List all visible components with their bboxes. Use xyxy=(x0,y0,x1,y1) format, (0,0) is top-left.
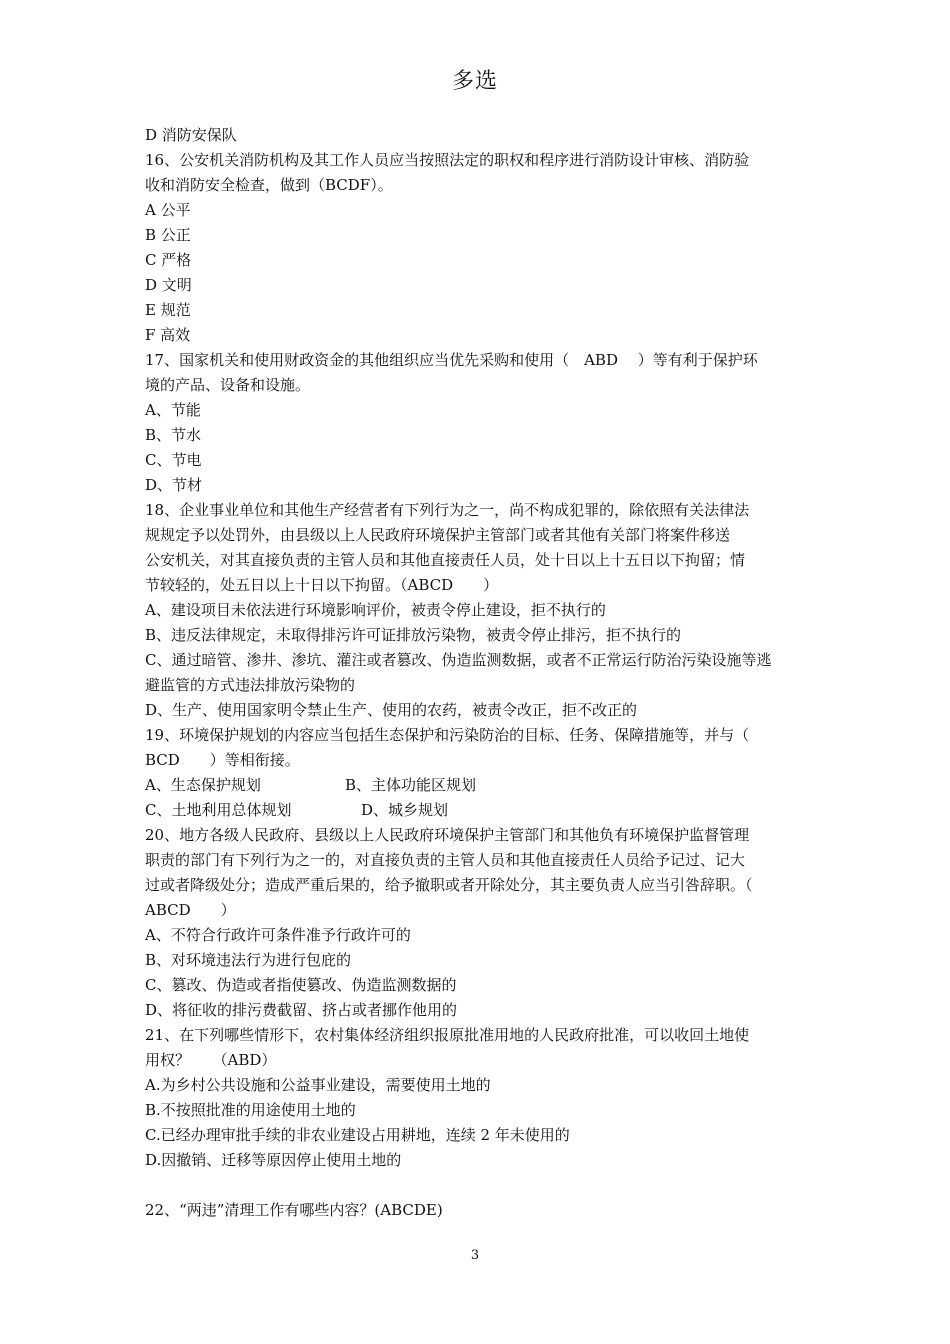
option: D、生产、使用国家明令禁止生产、使用的农药，被责令改正，拒不改正的 xyxy=(145,701,638,719)
option: D、城乡规划 xyxy=(361,801,449,819)
text-line: 公安机关，对其直接负责的主管人员和其他直接责任人员，处十日以上十五日以下拘留；情 xyxy=(145,551,746,569)
option: A、生态保护规划 xyxy=(145,776,261,794)
option: B、对环境违法行为进行包庇的 xyxy=(145,951,352,969)
option: A.为乡村公共设施和公益事业建设，需要使用土地的 xyxy=(145,1076,491,1094)
option: B、主体功能区规划 xyxy=(345,776,477,794)
question-20: 20、地方各级人民政府、县级以上人民政府环境保护主管部门和其他负有环境保护监督管理 xyxy=(145,826,750,844)
text-line: ABCD ） xyxy=(145,901,236,919)
page-title: 多选 xyxy=(451,69,498,94)
option: C、通过暗管、渗井、渗坑、灌注或者篡改、伪造监测数据，或者不正常运行防治污染设施等逃 xyxy=(145,651,772,669)
option: D.因撤销、迁移等原因停止使用土地的 xyxy=(145,1151,402,1169)
text-line: 境的产品、设备和设施。 xyxy=(145,376,311,394)
page-number: 3 xyxy=(470,1248,480,1263)
option: A 公平 xyxy=(145,201,191,219)
option-row xyxy=(145,773,810,798)
text-line: 过或者降级处分；造成严重后果的，给予撤职或者开除处分，其主要负责人应当引咎辞职。（ xyxy=(145,876,753,894)
text-line: 规规定予以处罚外，由县级以上人民政府环境保护主管部门或者其他有关部门将案件移送 xyxy=(145,526,731,544)
blank-line xyxy=(145,1173,810,1198)
text-line: 收和消防安全检查，做到（BCDF）。 xyxy=(145,176,393,194)
option: A、不符合行政许可条件准予行政许可的 xyxy=(145,926,411,944)
option: A、建设项目未依法进行环境影响评价，被责令停止建设，拒不执行的 xyxy=(145,601,606,619)
option: B 公正 xyxy=(145,226,191,244)
option: D 文明 xyxy=(145,276,192,294)
option: B、违反法律规定，未取得排污许可证排放污染物，被责令停止排污，拒不执行的 xyxy=(145,626,682,644)
option: C、土地利用总体规划 xyxy=(145,801,292,819)
option: F 高效 xyxy=(145,326,191,344)
text-line: D 消防安保队 xyxy=(145,126,237,144)
question-21: 21、在下列哪些情形下，农村集体经济组织报原批准用地的人民政府批准，可以收回土地使 xyxy=(145,1026,750,1044)
option: E 规范 xyxy=(145,301,191,319)
option: A、节能 xyxy=(145,401,201,419)
text-line: 避监管的方式违法排放污染物的 xyxy=(145,676,356,694)
text-line: BCD ）等相衔接。 xyxy=(145,751,300,769)
option: D、节材 xyxy=(145,476,203,494)
option: C.已经办理审批手续的非农业建设占用耕地，连续 2 年未使用的 xyxy=(145,1126,570,1144)
option: D、将征收的排污费截留、挤占或者挪作他用的 xyxy=(145,1001,458,1019)
text-line: 职责的部门有下列行为之一的，对直接负责的主管人员和其他直接责任人员给予记过、记大 xyxy=(145,851,746,869)
question-17: 17、国家机关和使用财政资金的其他组织应当优先采购和使用（ ABD ）等有利于保护环 xyxy=(145,351,758,369)
option: C、篡改、伪造或者指使篡改、伪造监测数据的 xyxy=(145,976,457,994)
option: B.不按照批准的用途使用土地的 xyxy=(145,1101,356,1119)
option-row xyxy=(145,798,810,823)
question-19: 19、环境保护规划的内容应当包括生态保护和污染防治的目标、任务、保障措施等，并与（ xyxy=(145,726,750,744)
question-16: 16、公安机关消防机构及其工作人员应当按照法定的职权和程序进行消防设计审核、消防验 xyxy=(145,151,750,169)
question-22: 22、“两违”清理工作有哪些内容？(ABCDE) xyxy=(145,1201,443,1219)
document-body xyxy=(145,123,810,1223)
option: C、节电 xyxy=(145,451,202,469)
text-line: 节较轻的，处五日以上十日以下拘留。（ABCD ） xyxy=(145,576,499,594)
option: C 严格 xyxy=(145,251,192,269)
text-line: 用权？ （ABD） xyxy=(145,1051,277,1069)
option: B、节水 xyxy=(145,426,202,444)
question-18: 18、企业事业单位和其他生产经营者有下列行为之一，尚不构成犯罪的，除依照有关法律法 xyxy=(145,501,750,519)
